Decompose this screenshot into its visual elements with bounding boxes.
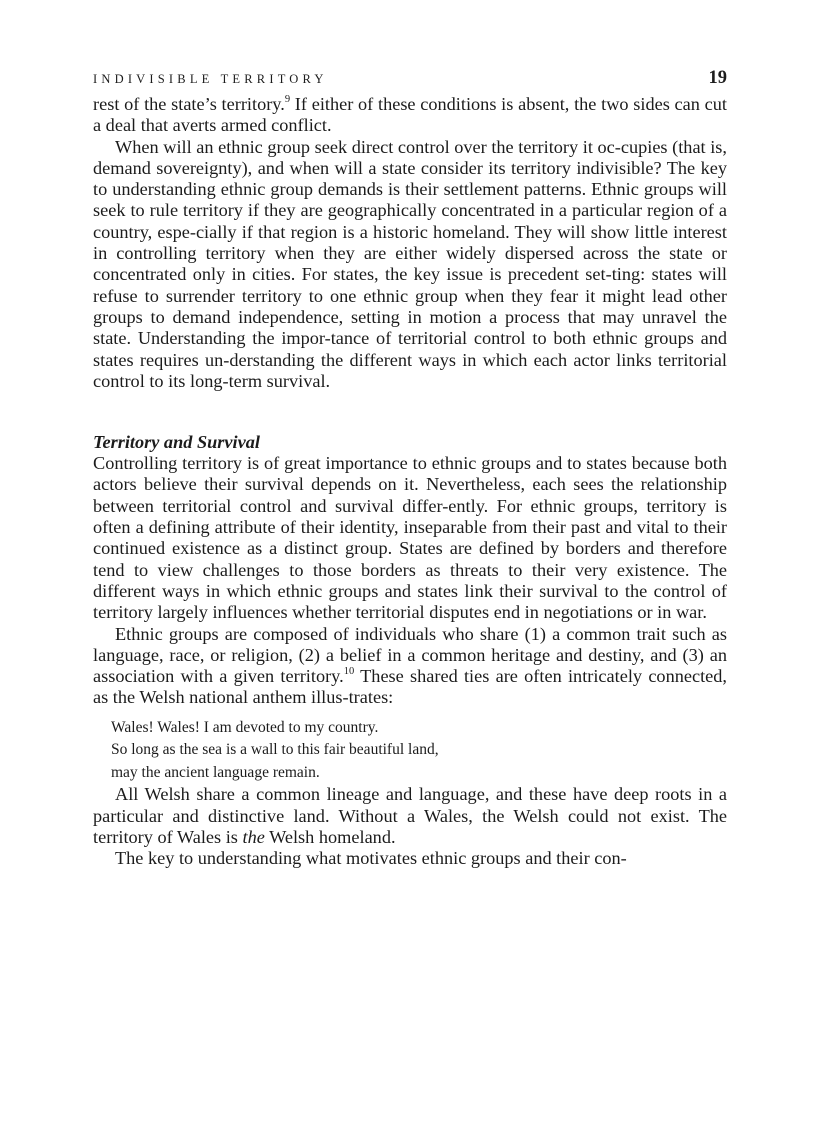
paragraph-text: Ethnic groups are composed of individuals who share (1) a common trait such as language, race, or religion, (2) a belief in a common heritage and destiny, and (3) an association with a given territory. [93, 623, 727, 687]
paragraph-motivation: The key to understanding what motivates ethnic groups and their con- [115, 848, 627, 869]
paragraph-text: All Welsh share a common lineage and language, and these have deep roots in a particular and distinctive land. Without a Wales, the Welsh could not exist. The territory of Wales is [93, 784, 727, 847]
quote-line: may the ancient language remain. [111, 763, 320, 781]
footnote-marker: 9 [284, 93, 291, 105]
quote-line: So long as the sea is a wall to this fair beautiful land, [111, 741, 439, 759]
quote-line: Wales! Wales! I am devoted to my country. [111, 718, 379, 736]
paragraph-continuation [93, 94, 727, 137]
paragraph-text: rest of the state’s territory. [93, 94, 285, 114]
paragraph-territory-survival: Controlling territory is of great importance to ethnic groups and to states because both actors believe their survival depends on it. Nevertheless, each sees the relationship between territorial control and survival differ-ently. For ethnic groups, territory is often a defining attribute of their identity, inseparable from their past and vital to their continued existence as a distinct group. States are defined by borders and therefore tend to view challenges to those borders as threats to their very existence. The different ways in which ethnic groups and states link their survival to the control of territory largely influences whether territorial disputes end in negotiations or in war. [93, 453, 727, 623]
footnote-marker: 10 [343, 666, 355, 678]
book-page [93, 68, 727, 869]
running-head [93, 68, 727, 94]
paragraph-welsh-homeland [93, 784, 727, 848]
paragraph-text: Welsh homeland. [264, 826, 396, 847]
emphasis-text: the [242, 826, 265, 847]
section-heading: Territory and Survival [93, 432, 260, 453]
anthem-quote [111, 717, 727, 785]
paragraph-ethnic-definition [93, 624, 727, 709]
paragraph-ethnic-demands: When will an ethnic group seek direct control over the territory it oc-cupies (that is, demand sovereignty), and when will a state consider its territory indivisible? The key to understanding ethnic group demands is their settlement patterns. Ethnic groups will seek to rule territory if they are geographically concentrated in a particular region of a country, espe-cially if that region is a historic homeland. They will show little interest in controlling territory when they are either widely dispersed across the state or concentrated only in cities. For states, the key issue is precedent set-ting: states will refuse to surrender territory to one ethnic group when they fear it might lead other groups to demand independence, setting in motion a process that may unravel the state. Understanding the impor-tance of territorial control to both ethnic groups and states requires un-derstanding the different ways in which each actor links territorial control to its long-term survival. [93, 136, 727, 391]
paragraph-text: These shared ties are often intricately connected, as the Welsh national anthem illus-trates: [93, 666, 727, 708]
page-number: 19 [708, 68, 727, 88]
paragraph-text: If either of these conditions is absent, the two sides can cut a deal that averts armed conflict. [93, 94, 727, 136]
body-text [93, 94, 727, 869]
running-title: INDIVISIBLE TERRITORY [93, 72, 328, 86]
